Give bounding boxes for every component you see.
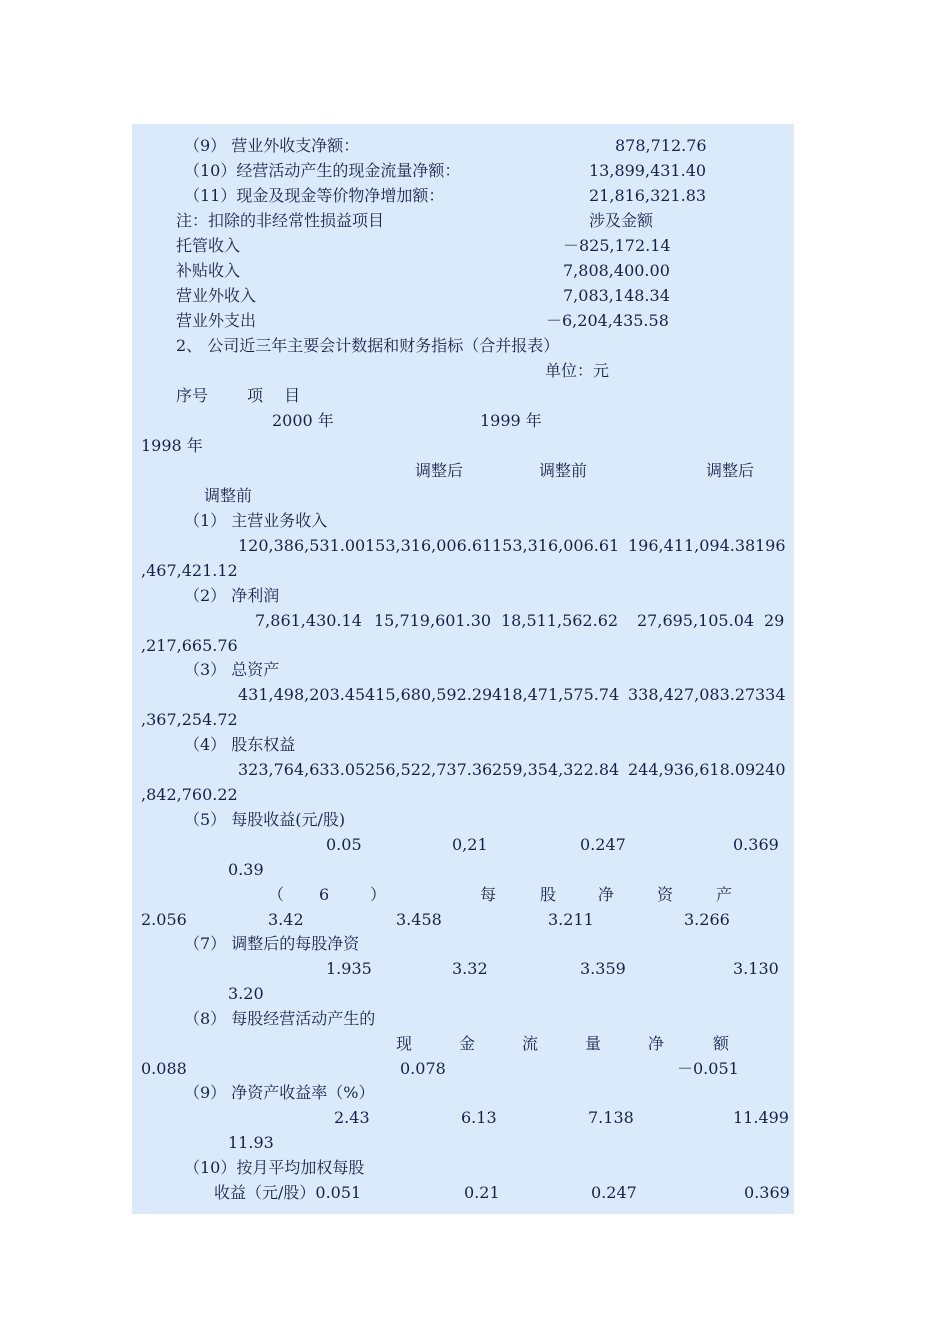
year-1999-header: 1999 年 (480, 411, 542, 430)
row-label-eps: （5） 每股收益(元/股) (184, 810, 346, 829)
nonrecurring-item-label: 补贴收入 (176, 261, 241, 280)
table-cell-wrap: 0.39 (228, 860, 264, 879)
table-cell: 0.369 (733, 835, 779, 854)
row-label-net-profit: （2） 净利润 (184, 586, 280, 605)
row8-label-char: 金 (459, 1034, 476, 1053)
table-cell: 27,695,105.04 (637, 611, 755, 630)
summary-label-nonoperating-net: （9） 营业外收支净额： (184, 136, 360, 155)
row8-label-char: 现 (396, 1034, 413, 1053)
row8-label-char: 额 (713, 1034, 730, 1053)
table-cell: 0.247 (591, 1183, 637, 1202)
table-cell: 3.211 (548, 910, 594, 929)
row6-label-char: （ (268, 885, 285, 904)
nonrecurring-header-label: 注：扣除的非经常性损益项目 (176, 211, 385, 230)
row-label-total-assets: （3） 总资产 (184, 660, 280, 679)
table-cell-wrap: ,467,421.12 (141, 561, 238, 580)
table-cell: 0.088 (141, 1059, 187, 1078)
table-cell: 0.078 (400, 1059, 446, 1078)
table-cell-wrap: ,217,665.76 (141, 636, 238, 655)
table-cell: －0.051 (677, 1059, 739, 1078)
table-cell-wrap: 3.20 (228, 984, 264, 1003)
summary-label-cash-increase: （11）现金及现金等价物净增加额： (184, 186, 445, 205)
adjusted-after-header: 调整后 (706, 461, 755, 480)
col-header-item: 项 目 (247, 386, 309, 405)
summary-value-cash-increase: 21,816,321.83 (589, 186, 707, 205)
table-cell: 120,386,531.00 (238, 536, 366, 555)
summary-label-operating-cashflow: （10）经营活动产生的现金流量净额： (184, 161, 461, 180)
table-cell: 240 (755, 760, 786, 779)
row8-label-char: 净 (648, 1034, 665, 1053)
table-cell: 153,316,006.61 (492, 536, 620, 555)
table-cell: 收益（元/股）0.051 (214, 1183, 362, 1202)
table-cell: 18,511,562.62 (501, 611, 619, 630)
table-cell: 0.247 (580, 835, 626, 854)
table-cell: 3.130 (733, 959, 779, 978)
nonrecurring-item-label: 托管收入 (176, 236, 241, 255)
table-cell: 334 (755, 685, 786, 704)
table-cell: 0.369 (744, 1183, 790, 1202)
table-cell-wrap: ,842,760.22 (141, 785, 238, 804)
adjusted-before-header: 调整前 (539, 461, 588, 480)
table-cell: 3.458 (396, 910, 442, 929)
row6-label-char: 产 (716, 885, 733, 904)
table-cell: 11.499 (733, 1108, 789, 1127)
table-cell: 418,471,575.74 (492, 685, 620, 704)
row6-label-char: 净 (598, 885, 615, 904)
row8-label-char: 流 (522, 1034, 539, 1053)
table-cell: 244,936,618.09 (628, 760, 756, 779)
row-label-roe: （9） 净资产收益率（%） (184, 1083, 375, 1102)
table-cell-wrap: ,367,254.72 (141, 710, 238, 729)
table-cell: 29 (764, 611, 785, 630)
nonrecurring-item-label: 营业外支出 (176, 311, 257, 330)
row-label-operating-cf-per-share: （8） 每股经营活动产生的 (184, 1009, 376, 1028)
row-label-main-revenue: （1） 主营业务收入 (184, 511, 328, 530)
table-cell: 196,411,094.38 (628, 536, 756, 555)
adjusted-after-header: 调整后 (415, 461, 464, 480)
nonrecurring-item-value: －825,172.14 (563, 236, 671, 255)
table-cell: 2.056 (141, 910, 187, 929)
adjusted-before-header: 调整前 (204, 486, 253, 505)
table-cell: 3.266 (684, 910, 730, 929)
table-cell: 259,354,322.84 (492, 760, 620, 779)
nonrecurring-item-value: 7,808,400.00 (563, 261, 670, 280)
table-cell: 415,680,592.29 (365, 685, 493, 704)
table-cell: 196 (755, 536, 786, 555)
table-cell: 7.138 (588, 1108, 634, 1127)
table-cell-wrap: 11.93 (228, 1133, 274, 1152)
table-cell: 2.43 (334, 1108, 370, 1127)
table-cell: 0,21 (452, 835, 488, 854)
table-cell: 6.13 (461, 1108, 497, 1127)
nonrecurring-header-value: 涉及金额 (589, 211, 654, 230)
table-cell: 1.935 (326, 959, 372, 978)
table-cell: 7,861,430.14 (255, 611, 362, 630)
table-cell: 3.32 (452, 959, 488, 978)
table-cell: 323,764,633.05 (238, 760, 366, 779)
unit-label: 单位：元 (545, 361, 610, 380)
nonrecurring-item-label: 营业外收入 (176, 286, 257, 305)
row6-label-char: 每 (480, 885, 497, 904)
row6-label-char: ） (370, 885, 387, 904)
section-title: 2、 公司近三年主要会计数据和财务指标（合并报表） (176, 336, 560, 355)
year-2000-header: 2000 年 (272, 411, 334, 430)
table-cell: 3.42 (268, 910, 304, 929)
row6-label-char: 资 (657, 885, 674, 904)
table-cell: 0.05 (326, 835, 362, 854)
table-cell: 3.359 (580, 959, 626, 978)
col-header-seq: 序号 (176, 386, 209, 405)
summary-value-nonoperating-net: 878,712.76 (615, 136, 707, 155)
row-label-adjusted-nav: （7） 调整后的每股净资 (184, 934, 360, 953)
table-cell: 338,427,083.27 (628, 685, 756, 704)
table-cell: 256,522,737.36 (365, 760, 493, 779)
nonrecurring-item-value: 7,083,148.34 (563, 286, 670, 305)
row8-label-char: 量 (585, 1034, 602, 1053)
table-cell: 153,316,006.61 (365, 536, 493, 555)
row-label-weighted-eps: （10）按月平均加权每股 (184, 1158, 365, 1177)
nonrecurring-item-value: －6,204,435.58 (546, 311, 669, 330)
row6-label-char: 6 (319, 885, 330, 904)
table-cell: 0.21 (464, 1183, 500, 1202)
year-1998-header: 1998 年 (141, 436, 203, 455)
row-label-equity: （4） 股东权益 (184, 735, 296, 754)
table-cell: 431,498,203.45 (238, 685, 366, 704)
table-cell: 15,719,601.30 (374, 611, 492, 630)
row6-label-char: 股 (540, 885, 557, 904)
summary-value-operating-cashflow: 13,899,431.40 (589, 161, 707, 180)
